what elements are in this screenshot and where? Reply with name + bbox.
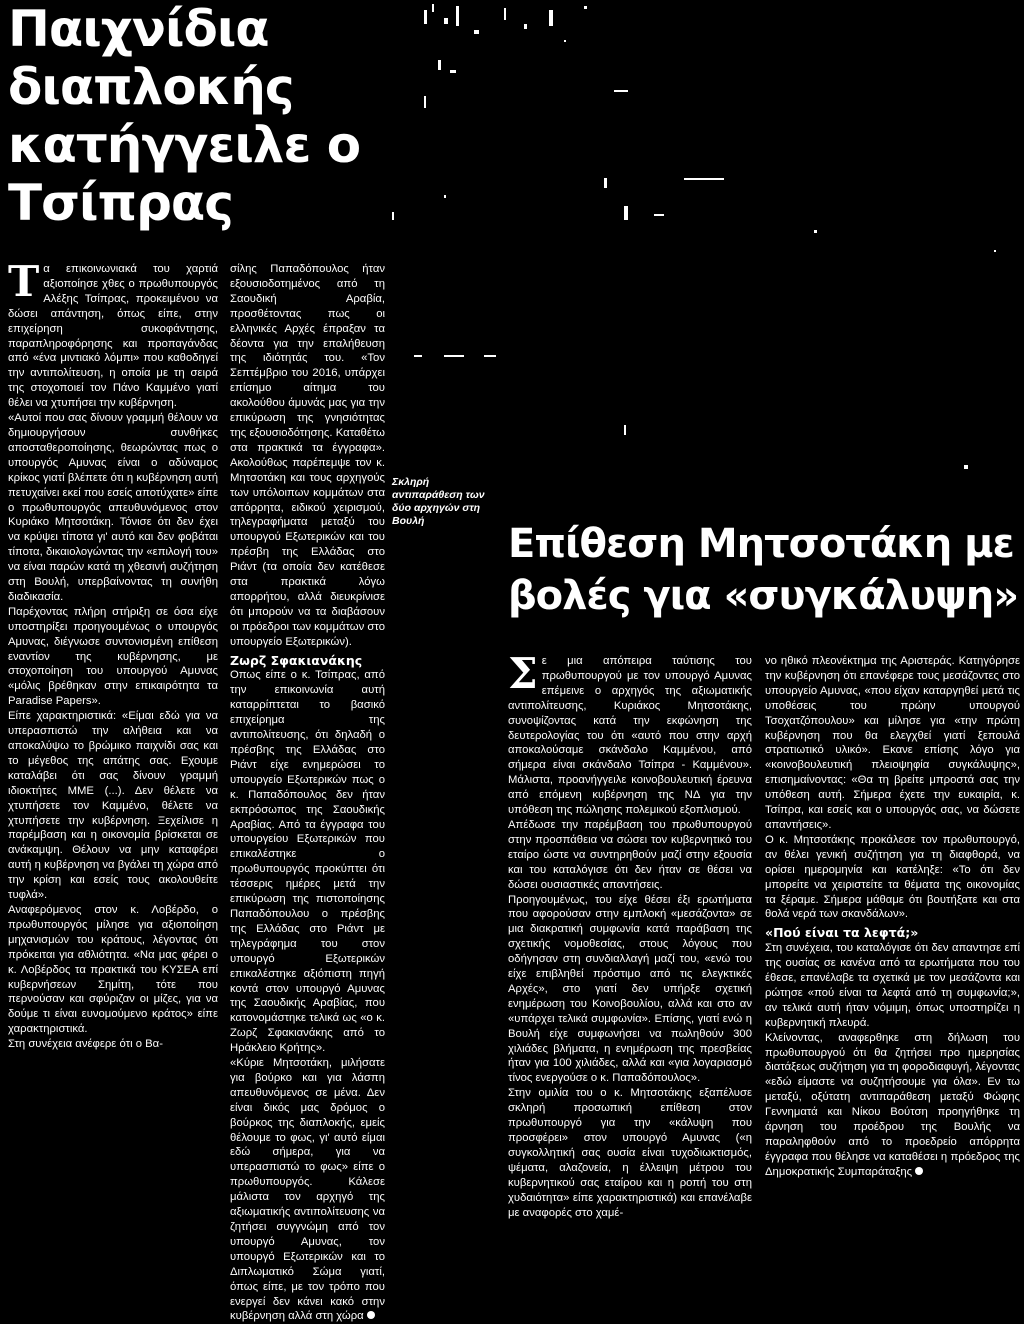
article2-headline: Επίθεση Μητσοτάκη με βολές για «συγκάλυψη» [508, 521, 1019, 619]
paragraph: Απέδωσε την παρέμβαση του πρωθυπουργού στην προσπάθεια να σώσει τον κυβερνητικό του εταίρο ώστε να συντηρηθούν μαζί στην εξουσία και του καταλόγισε ότι δεν ήταν σε θέσει να δώσει ουσιαστικές απαντήσεις. [508, 818, 752, 891]
paragraph: ε μια απόπειρα ταύτισης του πρωθυπουργού με τον υπουργό Αμυνας επέμεινε ο αρχηγός της αξιωματικής αντιπολίτευσης, Κυριάκος Μητσοτάκης, συνοψίζοντας κατά την εκφώνηση της δευτερολογίας του ότι «αυτό που στην αρχή αποκαλούσαμε σκάνδαλο Καμμένου, από σήμερα είναι σκάνδαλο Τσίπρα - Καμμένου». Μάλιστα, προανήγγειλε κοινοβουλευτική έρευνα από επόμενη κυβέρνηση της ΝΔ για την υπόθεση της πώλησης πολεμικού εξοπλισμού. [508, 655, 752, 817]
parliament-photo [384, 0, 1024, 480]
photo-speckles [384, 0, 1024, 480]
article2-column-1 [508, 649, 752, 1220]
paragraph: «Κύριε Μητσοτάκη, μιλήσατε για βούρκο και για λάσπη απευθυνόμενος σε μένα. Δεν είναι δικός μας δρόμος ο βούρκος της διαπλοκής, εμείς θέλουμε το φως, γι' αυτό είμαι εδώ σήμερα, για να υπερασπιστώ το φως» είπε ο πρωθυπουργός. Κάλεσε μάλιστα τον αρχηγό της αξιωματικής αντιπολίτευσης να ζητήσει συγγνώμη από τον υπουργό Αμυνας, τον υπουργό Εξωτερικών και το Διπλωματικό Σώμα γιατί, όπως είπε, με τον τρόπο που ενεργεί δεν κάνει κακό στην κυβέρνηση αλλά στη χώρα [230, 1057, 385, 1323]
paragraph: Προηγουμένως, του είχε θέσει έξι ερωτήματα που αφορούσαν στην εμπλοκή «μεσάζοντα» σε μια διακρατική συμφωνία κατά παράβαση της σχετικής νομοθεσίας, στους λόγους που οδήγησαν στη συνδιαλλαγή μαζί του, «ενώ του είχε επιβληθεί πρόστιμο από τις ελεγκτικές Αρχές», στο γιατί δεν υπήρξε σχετική ενημέρωση του Κοινοβουλίου, αλλά και στο αν «υπάρχει τελικά συμφωνία». Επίσης, γιατί ενώ η Βουλή είχε συμφωνήσει να πωληθούν 300 χιλιάδες βλήματα, η ενημέρωση της πρεσβείας ήταν για 100 χιλιάδες, αλλά και «για λογαριασμό τίνος ενεργούσε ο κ. Παπαδόπουλος». [508, 893, 752, 1085]
article1-column-1 [8, 257, 218, 1052]
paragraph: Είπε χαρακτηριστικά: «Είμαι εδώ για να υπερασπιστώ την αλήθεια και να αποκαλύψω το βρώμικο παιχνίδι σας και το μέγεθος της απάτης σας. Εχουμε καταλάβει ότι σας δίνουν γραμμή ιδιοκτήτες ΜΜΕ (...). Δεν θέλετε να χτυπήσετε τον Καμμένο, θέλετε να χτυπήσετε την κυβέρνηση. Ξεχείλισε η παρέμβαση και η οικονομία βρίσκεται σε ανάκαμψη. Θέλουν να μην καταφέρει αυτή η κυβέρνηση να βγάλει τη χώρα από την κρίση και εσείς τους ακολουθείτε τυφλά». [8, 710, 218, 902]
paragraph: Στη συνέχεια, του καταλόγισε ότι δεν απαντησε επί της ουσίας σε κανένα από τα ερωτήματα που του έθεσε, επανέλαβε τα σχετικά με τον μεσάζοντα και ρώτησε «πού είναι τα λεφτά από τη συμφωνία;», αν τελικά αυτή ήταν νόμιμη, όπως υποστηρίζει η κυβερνητική πλευρά. [765, 942, 1020, 1029]
paragraph: Αναφερόμενος στον κ. Λοβέρδο, ο πρωθυπουργός μίλησε για αξιοποίηση μηχανισμών του κράτους, λέγοντας ότι πρόκειται για αθλιότητα. «Να μας φέρει ο κ. Λοβέρδος τα πρακτικά του ΚΥΣΕΑ επί κυβερνήσεων Σημίτη, τότε που περνούσαν και σφύριζαν οι μίζες, για να δούμε τι είναι ευνομούμενο κράτος» είπε χαρακτηριστικά. [8, 903, 218, 1036]
photo-caption: Σκληρή αντιπαράθεση των δύο αρχηγών στη Βουλή [392, 476, 485, 527]
paragraph: νο ηθικό πλεονέκτημα της Αριστεράς. Κατηγόρησε την κυβέρνηση ότι επανέφερε τους μεσάζοντες στο υπουργείο Αμυνας, «που είχαν καταργηθεί μετά τις υποθέσεις του πρώην υπουργού Τσοχατζόπουλου» και μίλησε για «την πρώτη κυβέρνηση που θα ελεγχθεί γιατί ξεπουλά στρατιωτικό υλικό». Εκανε επίσης λόγο για «κοινοβουλευτική πλειοψηφία συγκάλυψης», επισημαίνοντας: «Θα τη βρείτε μπροστά σας την υπόθεση αυτή. Σήμερα έχετε την ευκαιρία, κ. Τσίπρα, και εσείς και ο υπουργός σας, να δώσετε απαντήσεις». [765, 655, 1020, 831]
paragraph: Στην ομιλία του ο κ. Μητσοτάκης εξαπέλυσε σκληρή προσωπική επίθεση στον πρωθυπουργό για την «κάλυψη που προσφέρει» στον υπουργό Αμυνας («η συγκολλητική σας ουσία είναι τυχοδιωκτισμός, ψέματα, αλαζονεία, η έλλειψη μέτρου του κυβερνητικού σας εταίρου και η ροπή του στη χυδαιότητα» είπε χαρακτηριστικά) και επανέλαβε με αναφορές στο χαμέ- [508, 1087, 752, 1219]
end-bullet-icon [915, 1167, 923, 1175]
subheading: Ζωρζ Σφακιανάκης [230, 652, 363, 668]
paragraph: Ο κ. Μητσοτάκης προκάλεσε τον πρωθυπουργό, αν θέλει γενική συζήτηση για τη διαφθορά, να ορίσει ημερομηνία και κατέληξε: «Το ότι δεν μπορείτε να χειριστείτε τα θέματα της οικονομίας τα ξέραμε. Σήμερα μάθαμε ότι βουτήξατε και στα θολά νερά των σκανδάλων». [765, 833, 1020, 921]
paragraph: Παρέχοντας πλήρη στήριξη σε όσα είχε υποστηρίξει προηγουμένως ο υπουργός Αμυνας, διέγνωσε συντονισμένη επίθεση εναντίον της κυβέρνησης, με στοχοποίηση του υπουργού Αμυνας «μόλις βρέθηκαν στην επικαιρότητα τα Paradise Papers». [8, 605, 218, 708]
dropcap: Σ [508, 649, 538, 698]
end-bullet-icon [367, 1311, 375, 1319]
paragraph: «Αυτοί που σας δίνουν γραμμή θέλουν να δημιουργήσουν συνθήκες αποσταθεροποίησης, θεωρώντας πως ο υπουργός Αμυνας είναι ο αδύναμος κρίκος γιατί βλέπετε ότι η κυβέρνηση αυτή πετυχαίνει εκεί που εσείς αποτύχατε» είπε ο πρωθυπουργός απευθυνόμενος στον Κυριάκο Μητσοτάκη. Τόνισε ότι δεν έχει να κρύψει τίποτα γι' αυτό και δεν φοβάται τίποτα, δικαιολογώντας την «επιλογή του» να είναι παρών κατά τη χθεσινή συζήτηση στη Βουλή, υπερβαίνοντας τη συνήθη διαδικασία. [8, 412, 218, 603]
article1-headline: Παιχνίδια διαπλοκής κατήγγειλε ο Τσίπρας [8, 0, 361, 232]
paragraph: Οπως είπε ο κ. Τσίπρας, από την επικοινωνία αυτή καταρρίπτεται το βασικό επιχείρημα της αντιπολίτευσης, ότι δηλαδή ο πρέσβης της Ελλάδας στο Ριάντ είχε ενημερώσει το υπουργείο Εξωτερικών πως ο κ. Παπαδόπουλος δεν ήταν εκπρόσωπος της Σαουδικής Αραβίας. Από τα έγγραφα του υπουργείου Εξωτερικών που επικαλέστηκε ο πρωθυπουργός προκύπτει ότι τέσσερις ημέρες μετά την επικύρωση της πιστοποίησης Παπαδόπουλου ο πρέσβης της Ελλάδας στο Ριάντ με τηλεγράφημα του στον υπουργό Εξωτερικών επικαλέστηκε αξιόπιστη πηγή κοντά στον υπουργό Αμυνας της Σαουδικής Αραβίας, που κατονομάστηκε τελικά ως «ο κ. Ζωρζ Σφακιανάκης από το Ηράκλειο Κρήτης». [230, 669, 385, 1055]
article1-column-2 [230, 262, 385, 1324]
subheading: «Πού είναι τα λεφτά;» [765, 925, 919, 941]
paragraph: Κλείνοντας, αναφερθηκε στη δήλωση του πρωθυπουργού ότι θα ζητήσει προ ημερησίας διατάξεως συζήτηση για τη φοροδιαφυγή, λέγοντας «εδώ είμαστε να συζητήσουμε για όλα». Εν τω μεταξύ, οξύτατη αντιπαράθεση μεταξύ Φώφης Γεννηματά και Νίκου Βούτση προηγήθηκε τη άρνηση του προέδρου της Βουλής να παραληφθούν από το προεδρείο απόρρητα έγγραφα που θέλησε να καταθέσει η πρόεδρος της Δημοκρατικής Συμπαράταξης [765, 1031, 1020, 1178]
article2-column-2 [765, 654, 1020, 1180]
paragraph: α επικοινωνιακά του χαρτιά αξιοποίησε χθες ο πρωθυπουργός Αλέξης Τσίπρας, προκειμένου να δώσει απάντηση, όπως είπε, στην επιχείρηση συκοφάντησης, παραπληροφόρησης και προπαγάνδας από «ένα μιντιακό λόμπι» που καθοδηγεί την αντιπολίτευση, η οποία με τη σειρά της στοχοποιεί τον Πάνο Καμμένο γιατί θέλει να χτυπήσει την κυβέρνηση. [8, 263, 218, 410]
paragraph: Στη συνέχεια ανέφερε ότι ο Βα- [8, 1038, 163, 1051]
paragraph: σίλης Παπαδόπουλος ήταν εξουσιοδοτημένος από τη Σαουδική Αραβία, προσθέτοντας πως οι ελληνικές Αρχές έπραξαν τα δέοντα για την επαλήθευση της ιδιότητάς του. «Τον Σεπτέμβριο του 2016, υπάρχει επίσημο αίτημα του ακολούθου άμυνάς μας για την επικύρωση της γνησιότητας της εξουσιοδότησης. Καταθέτω στα πρακτικά τα έγγραφα». Ακολούθως παρέπεμψε τον κ. Μητσοτάκη και τους αρχηγούς των υπόλοιπων κομμάτων στα απόρρητα, ειδικού χειρισμού, τηλεγραφήματα μεταξύ του υπουργού Εξωτερικών και του πρέσβη της Ελλάδας στο Ριάντ (τα οποία δεν κατέθεσε στα πρακτικά λόγω απορρήτου, αλλά διευκρίνισε ότι μπορούν να τα διαβάσουν οι πρόεδροι των κομμάτων στο υπουργείο Εξωτερικών). [230, 263, 385, 648]
dropcap: Τ [8, 257, 40, 306]
